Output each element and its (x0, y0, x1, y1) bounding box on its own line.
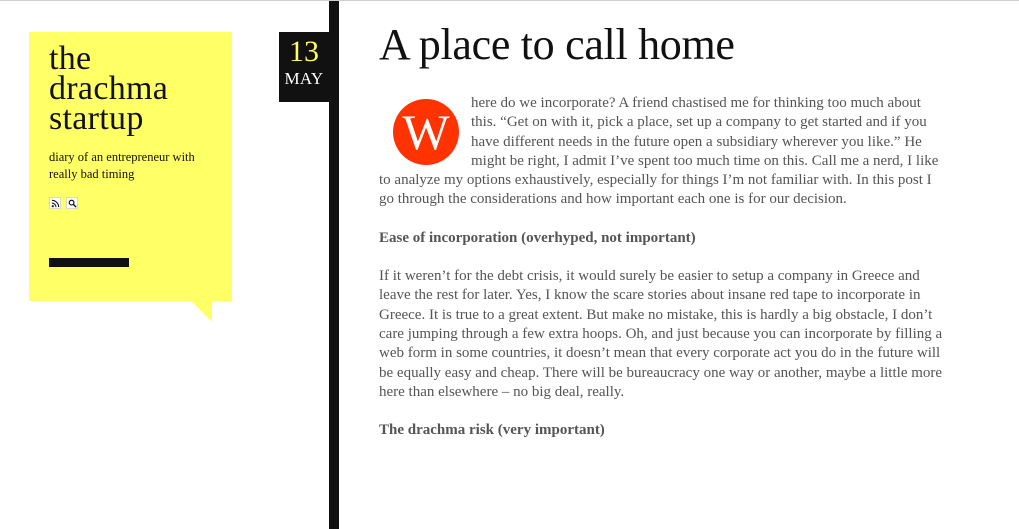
site-title-line-2[interactable]: drachma (49, 70, 169, 107)
site-title-line-3[interactable]: startup (49, 100, 144, 137)
brand-card-tail (191, 301, 212, 322)
site-title[interactable] (49, 40, 212, 137)
post-title[interactable]: A place to call home (379, 20, 735, 69)
sidebar-black-bar (49, 258, 129, 267)
site-title-line-1[interactable]: the (49, 40, 92, 77)
post-date-month: MAY (284, 69, 324, 88)
post-body (379, 94, 944, 440)
post-date-day: 13 (289, 35, 319, 68)
brand-card (29, 32, 232, 301)
site-tagline: diary of an entrepreneur with really bad timing (49, 150, 195, 181)
post-intro-text: here do we incorporate? A friend chastised me for thinking too much about this. “Get on with it, pick a place, set up a company to get started and if you have different needs in the future open a subsidiary wherever you like.” He might be right, I admit I’ve spent too much time on this. Call me a nerd, I like to analyze my options exhaustively, especially for things I’m not familiar with. In this post I go through the considerations and how important each one is for our decision. (379, 95, 939, 208)
post-article (379, 19, 944, 459)
vertical-divider (329, 1, 339, 529)
post-intro-paragraph (379, 94, 944, 210)
post-date-badge (279, 32, 329, 102)
search-icon[interactable] (66, 197, 78, 209)
sidebar-icon-row (49, 197, 212, 209)
rss-icon[interactable] (49, 197, 61, 209)
section-heading-incorporation: Ease of incorporation (overhyped, not important) (379, 229, 696, 246)
section-heading-drachma-risk: The drachma risk (very important) (379, 422, 605, 439)
dropcap-letter: W (393, 99, 459, 165)
section-paragraph-incorporation: If it weren’t for the debt crisis, it would surely be easier to setup a company in Greece and leave the rest for later. Yes, I know the scare stories about insane red tape to incorporate in Greece. It is true to a great extent. But make no mistake, this is hardly a big obstacle, I don’t care jumping through a few extra hoops. Oh, and just because you can incorporate by filling a web form in some countries, it doesn’t mean that every corporate act you do in the future will be equally easy and cheap. There will be bureaucracy one way or another, maybe a little more here than elsewhere – no big deal, really. (379, 268, 943, 400)
